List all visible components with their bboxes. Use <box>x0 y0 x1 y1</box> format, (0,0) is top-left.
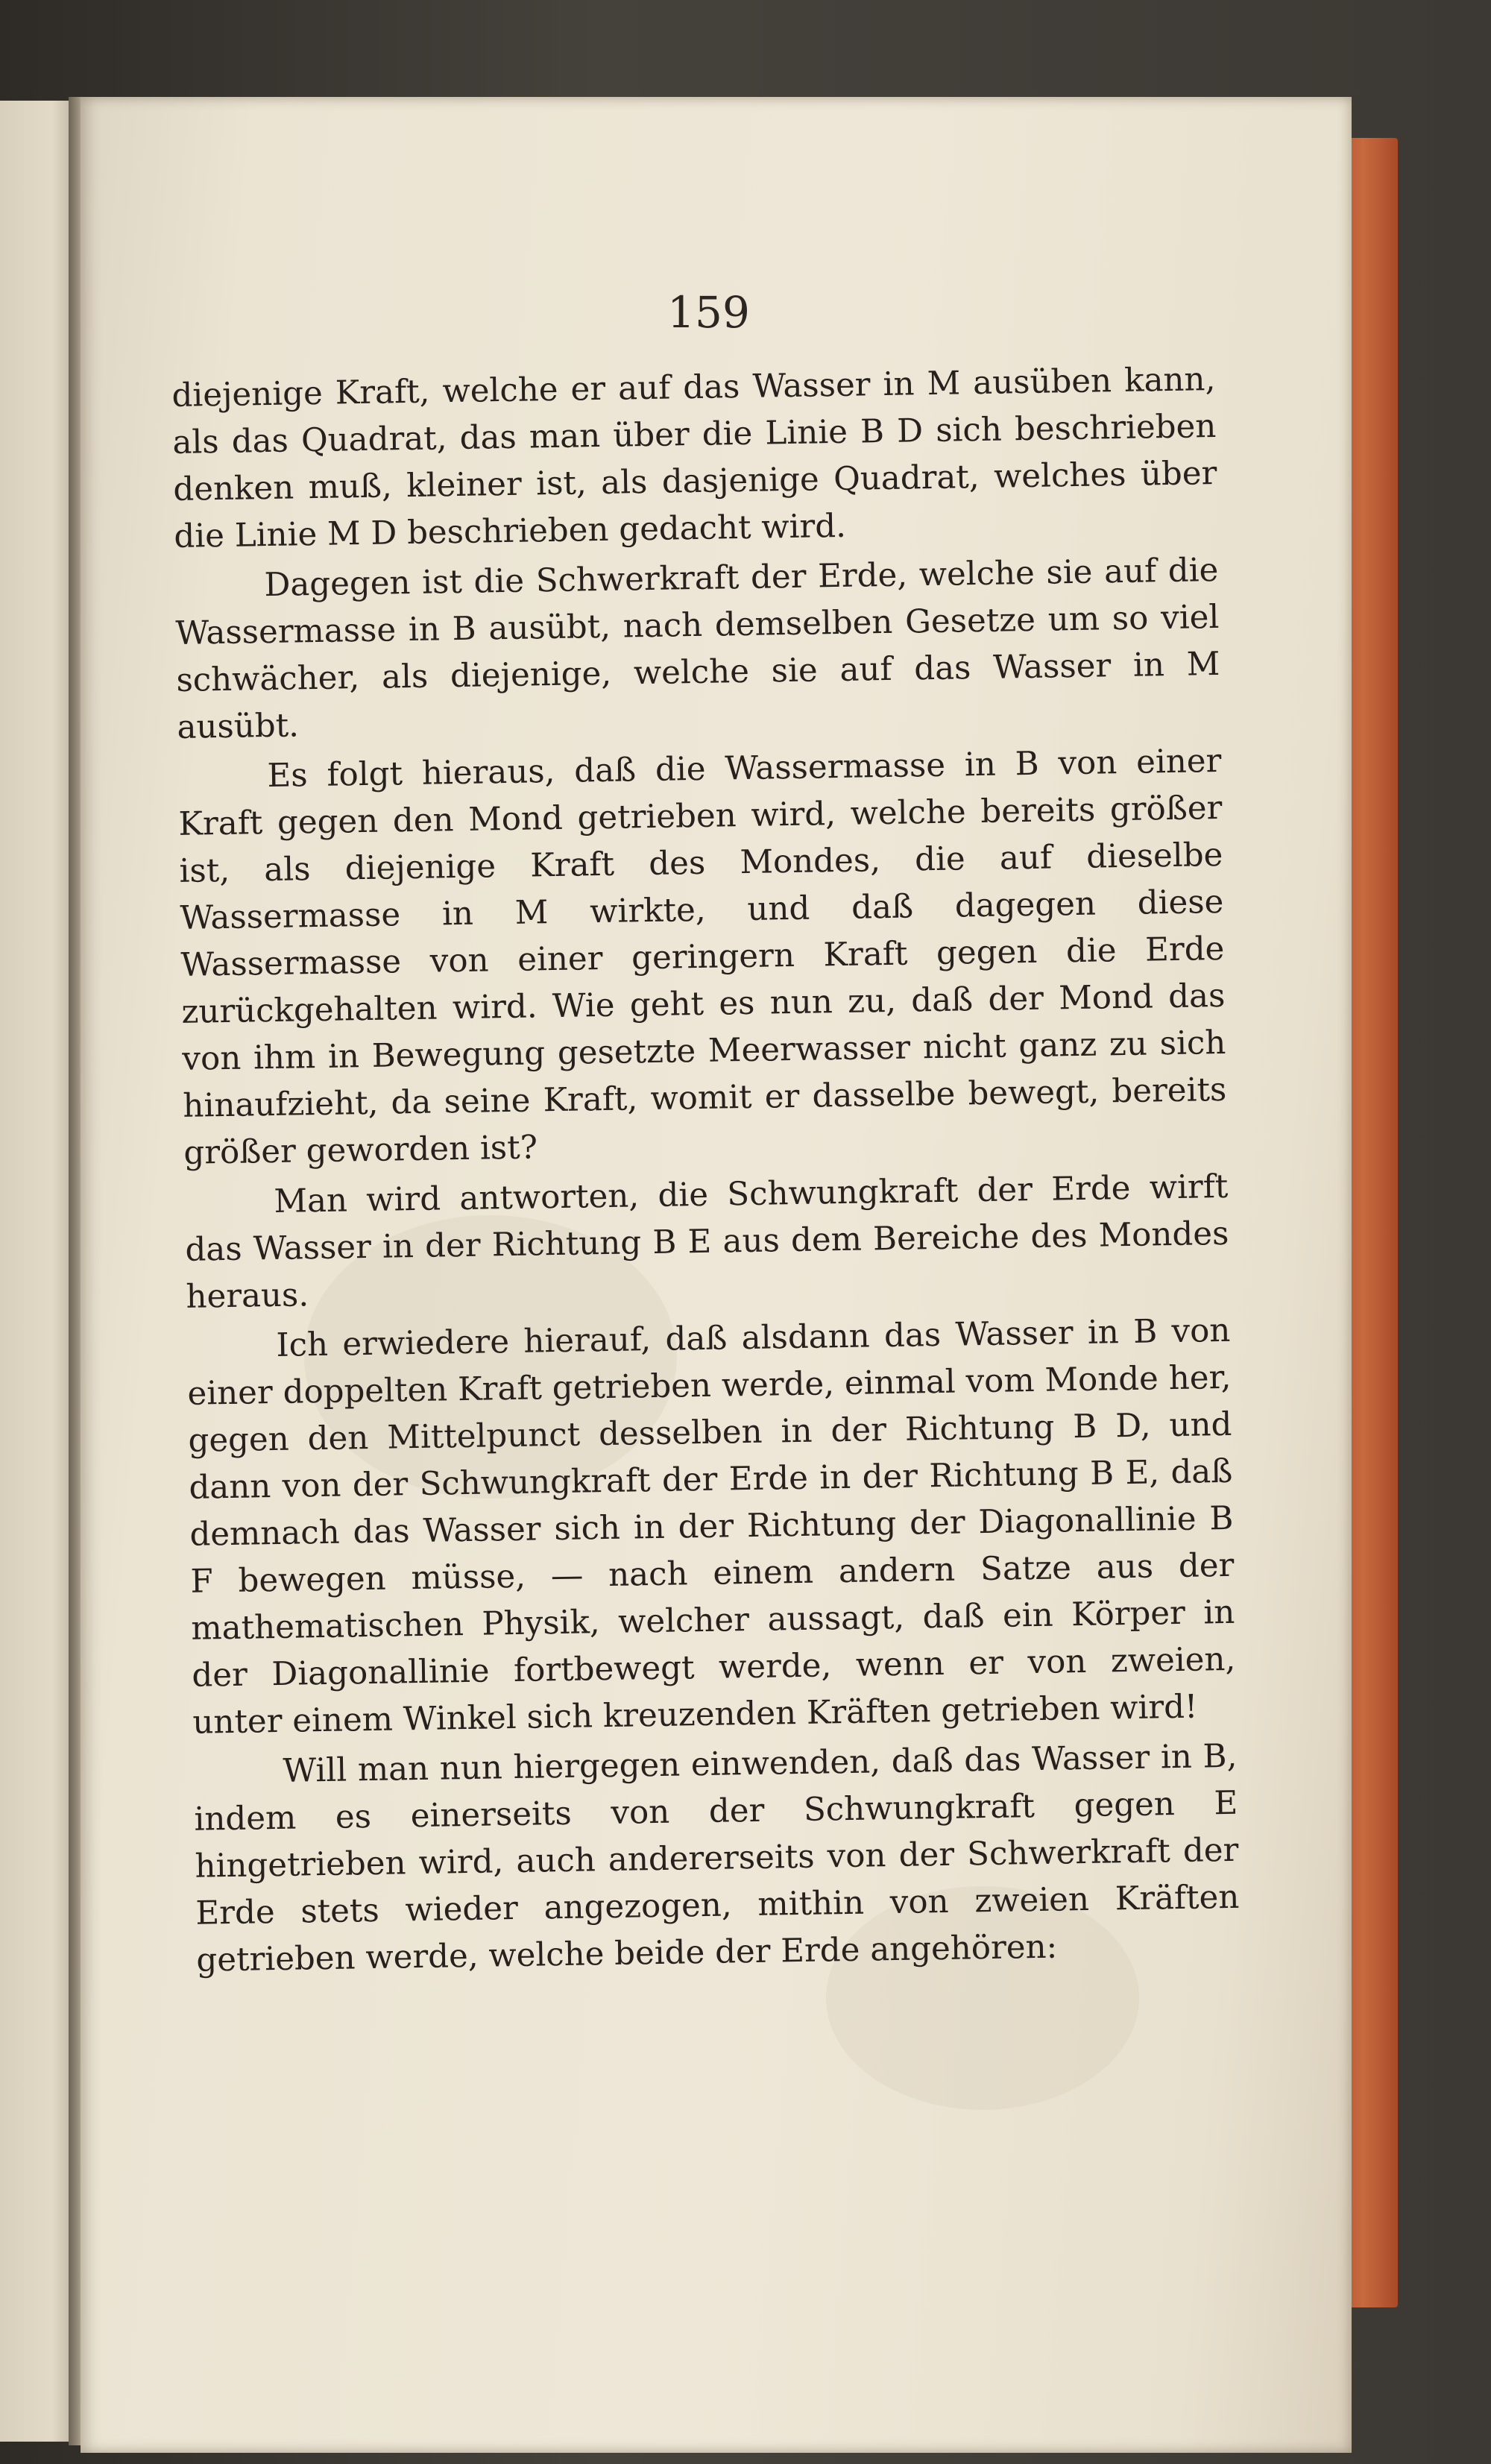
paragraph-5: Ich erwiedere hierauf, daß alsdann das Wasser in B von einer doppelten Kraft getrieben werde, einmal vom Monde her, gegen den Mittelpunct desselben in der Richtung B D, und dann von der Schwungkraft der Erde in der Richtung B E, daß demnach das Wasser sich in der Richtung der Diagonallinie B F bewegen müsse, — nach einem andern Satze aus der mathematischen Physik, welcher aussagt, daß ein Körper in der Diagonallinie fortbewegt werde, wenn er von zweien, unter einem Winkel sich kreuzenden Kräften getrieben wird! <box>187 1311 1236 1742</box>
paragraph-3: Es folgt hieraus, daß die Wassermasse in B von einer Kraft gegen den Mond getrieben wird, welche bereits größer ist, als diejenige Kraft des Mondes, die auf dieselbe Wassermasse in M wirkte, und daß dagegen diese Wassermasse von einer geringern Kraft gegen die Erde zurückgehalten wird. Wie geht es nun zu, daß der Mond das von ihm in Bewegung gesetzte Meerwasser nicht ganz zu sich hinaufzieht, da seine Kraft, womit er dasselbe bewegt, bereits größer geworden ist? <box>178 742 1227 1172</box>
paragraph-4: Man wird antworten, die Schwungkraft der Erde wirft das Wasser in der Richtung B E aus dem Bereiche des Mondes heraus. <box>185 1168 1229 1316</box>
paragraph-1: diejenige Kraft, welche er auf das Wasser in M ausüben kann, als das Quadrat, das man über die Linie B D sich beschrieben denken muß, kleiner ist, als dasjenige Quadrat, welches über die Linie M D beschrieben gedacht wird. <box>171 361 1217 555</box>
facing-page-edge <box>0 101 75 2442</box>
book-page <box>81 97 1352 2453</box>
page-number: 159 <box>667 287 750 338</box>
paragraph-6: Will man nun hiergegen einwenden, daß das Wasser in B, indem es einerseits von der Schwungkraft gegen E hingetrieben wird, auch andererseits von der Schwerkraft der Erde stets wieder angezogen, mithin von zweien Kräften getrieben werde, welche beide der Erde angehören: <box>194 1737 1240 1979</box>
body-text <box>171 356 1241 1988</box>
paragraph-2: Dagegen ist die Schwerkraft der Erde, welche sie auf die Wassermasse in B ausübt, nach demselben Gesetze um so viel schwächer, als diejenige, welche sie auf das Wasser in M ausübt. <box>175 551 1220 746</box>
